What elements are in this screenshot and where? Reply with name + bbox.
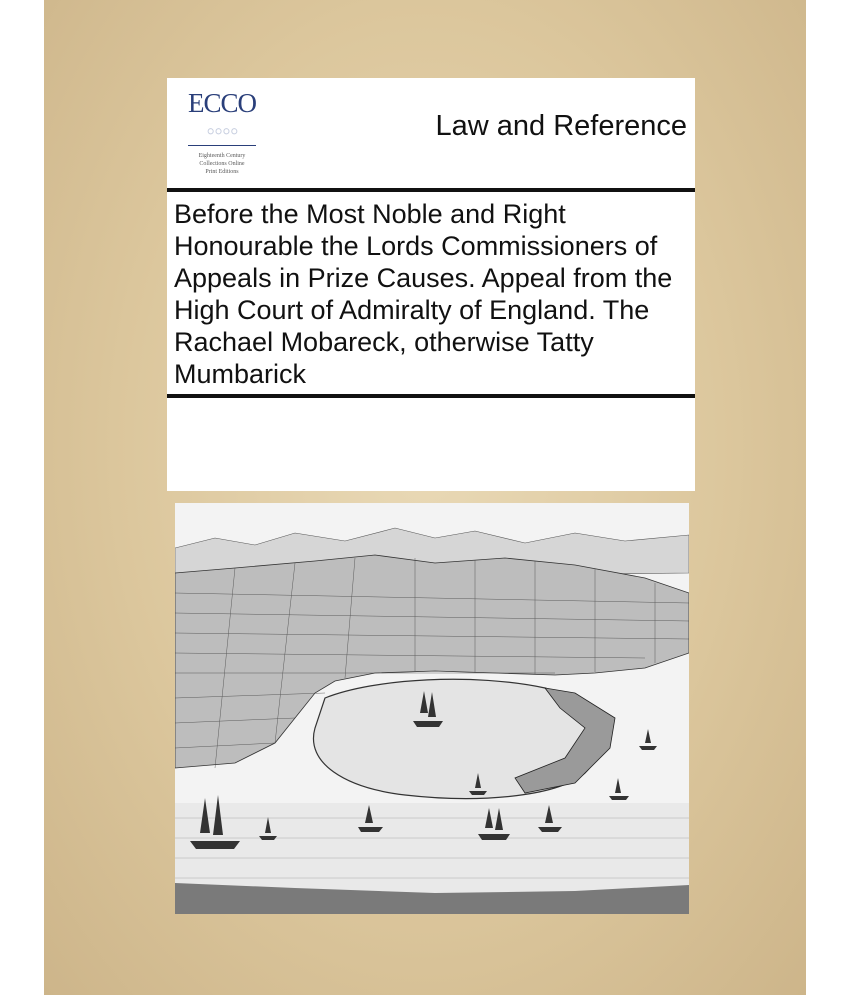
harbour-engraving [175,503,689,914]
book-title: Before the Most Noble and Right Honourable the Lords Commissioners of Appeals in Prize Causes. Appeal from the High Court of Admiralty of England. The Rachael Mobareck, otherwise Tatty Mumbarick [174,199,673,389]
logo-mark-reflection: ◦◦◦◦ [206,118,238,145]
top-rule [167,188,695,192]
logo-mark: ECCO [187,88,256,118]
harbour-engraving-svg [175,503,689,914]
title-panel [167,78,695,491]
logo-subtitle-3: Print Editions [205,169,239,175]
logo-divider [188,145,256,146]
ecco-logo [179,86,265,190]
series-title: Law and Reference [435,110,687,142]
bottom-rule [167,394,695,398]
logo-subtitle-1: Eighteenth Century [198,153,246,159]
logo-subtitle-2: Collections Online [199,161,245,167]
